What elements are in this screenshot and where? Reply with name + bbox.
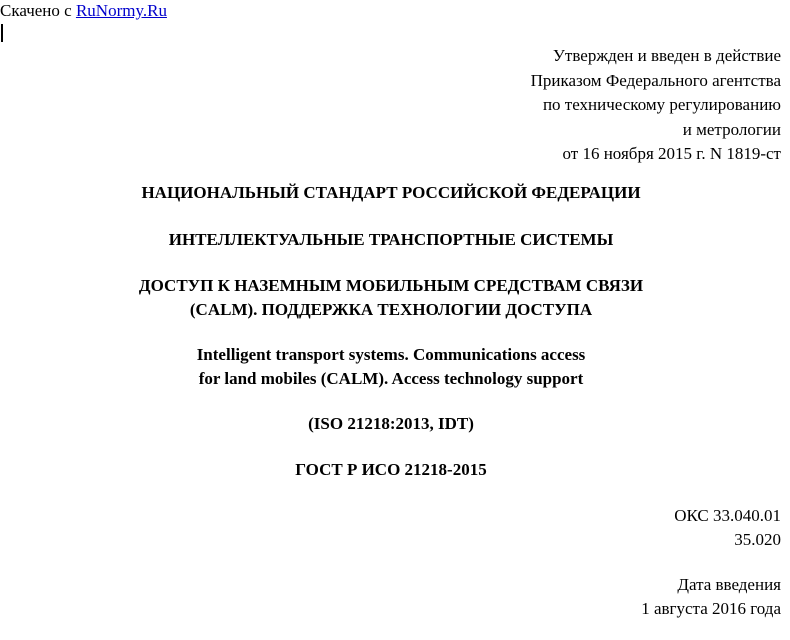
approval-line-2: Приказом Федерального агентства — [530, 70, 781, 90]
source-line — [0, 0, 167, 22]
approval-line-4: и метрологии — [682, 119, 781, 139]
title-english-line-1: Intelligent transport systems. Communications access — [196, 345, 586, 364]
title-sub-line-1: ДОСТУП К НАЗЕМНЫМ МОБИЛЬНЫМ СРЕДСТВАМ СВЯЗИ — [138, 276, 644, 295]
iso-reference: (ISO 21218:2013, IDT) — [308, 414, 474, 433]
standard-label: НАЦИОНАЛЬНЫЙ СТАНДАРТ РОССИЙСКОЙ ФЕДЕРАЦИИ — [141, 183, 641, 202]
oks-code-1: ОКС 33.040.01 — [674, 506, 781, 525]
approval-block — [531, 44, 781, 167]
title-sub-line-2: (CALM). ПОДДЕРЖКА ТЕХНОЛОГИИ ДОСТУПА — [189, 300, 593, 319]
title-main: ИНТЕЛЛЕКТУАЛЬНЫЕ ТРАНСПОРТНЫЕ СИСТЕМЫ — [168, 230, 614, 249]
approval-line-3: по техническому регулированию — [542, 95, 781, 114]
oks-code-2: 35.020 — [734, 530, 781, 549]
source-prefix: Скачено с — [0, 1, 76, 20]
approval-line-5: от 16 ноября 2015 г. N 1819-ст — [562, 144, 781, 163]
gost-designation: ГОСТ Р ИСО 21218-2015 — [295, 460, 487, 479]
oks-codes — [674, 504, 781, 552]
introduction-date-label: Дата введения — [677, 575, 781, 594]
introduction-date-value: 1 августа 2016 года — [641, 599, 781, 618]
approval-line-1: Утвержден и введен в действие — [552, 46, 781, 65]
title-english — [0, 343, 782, 391]
title-english-line-2: for land mobiles (CALM). Access technology support — [198, 369, 584, 388]
text-cursor — [1, 24, 3, 42]
runormy-link[interactable]: RuNormy.Ru — [75, 1, 167, 20]
title-sub — [0, 274, 782, 322]
introduction-date — [641, 573, 781, 621]
